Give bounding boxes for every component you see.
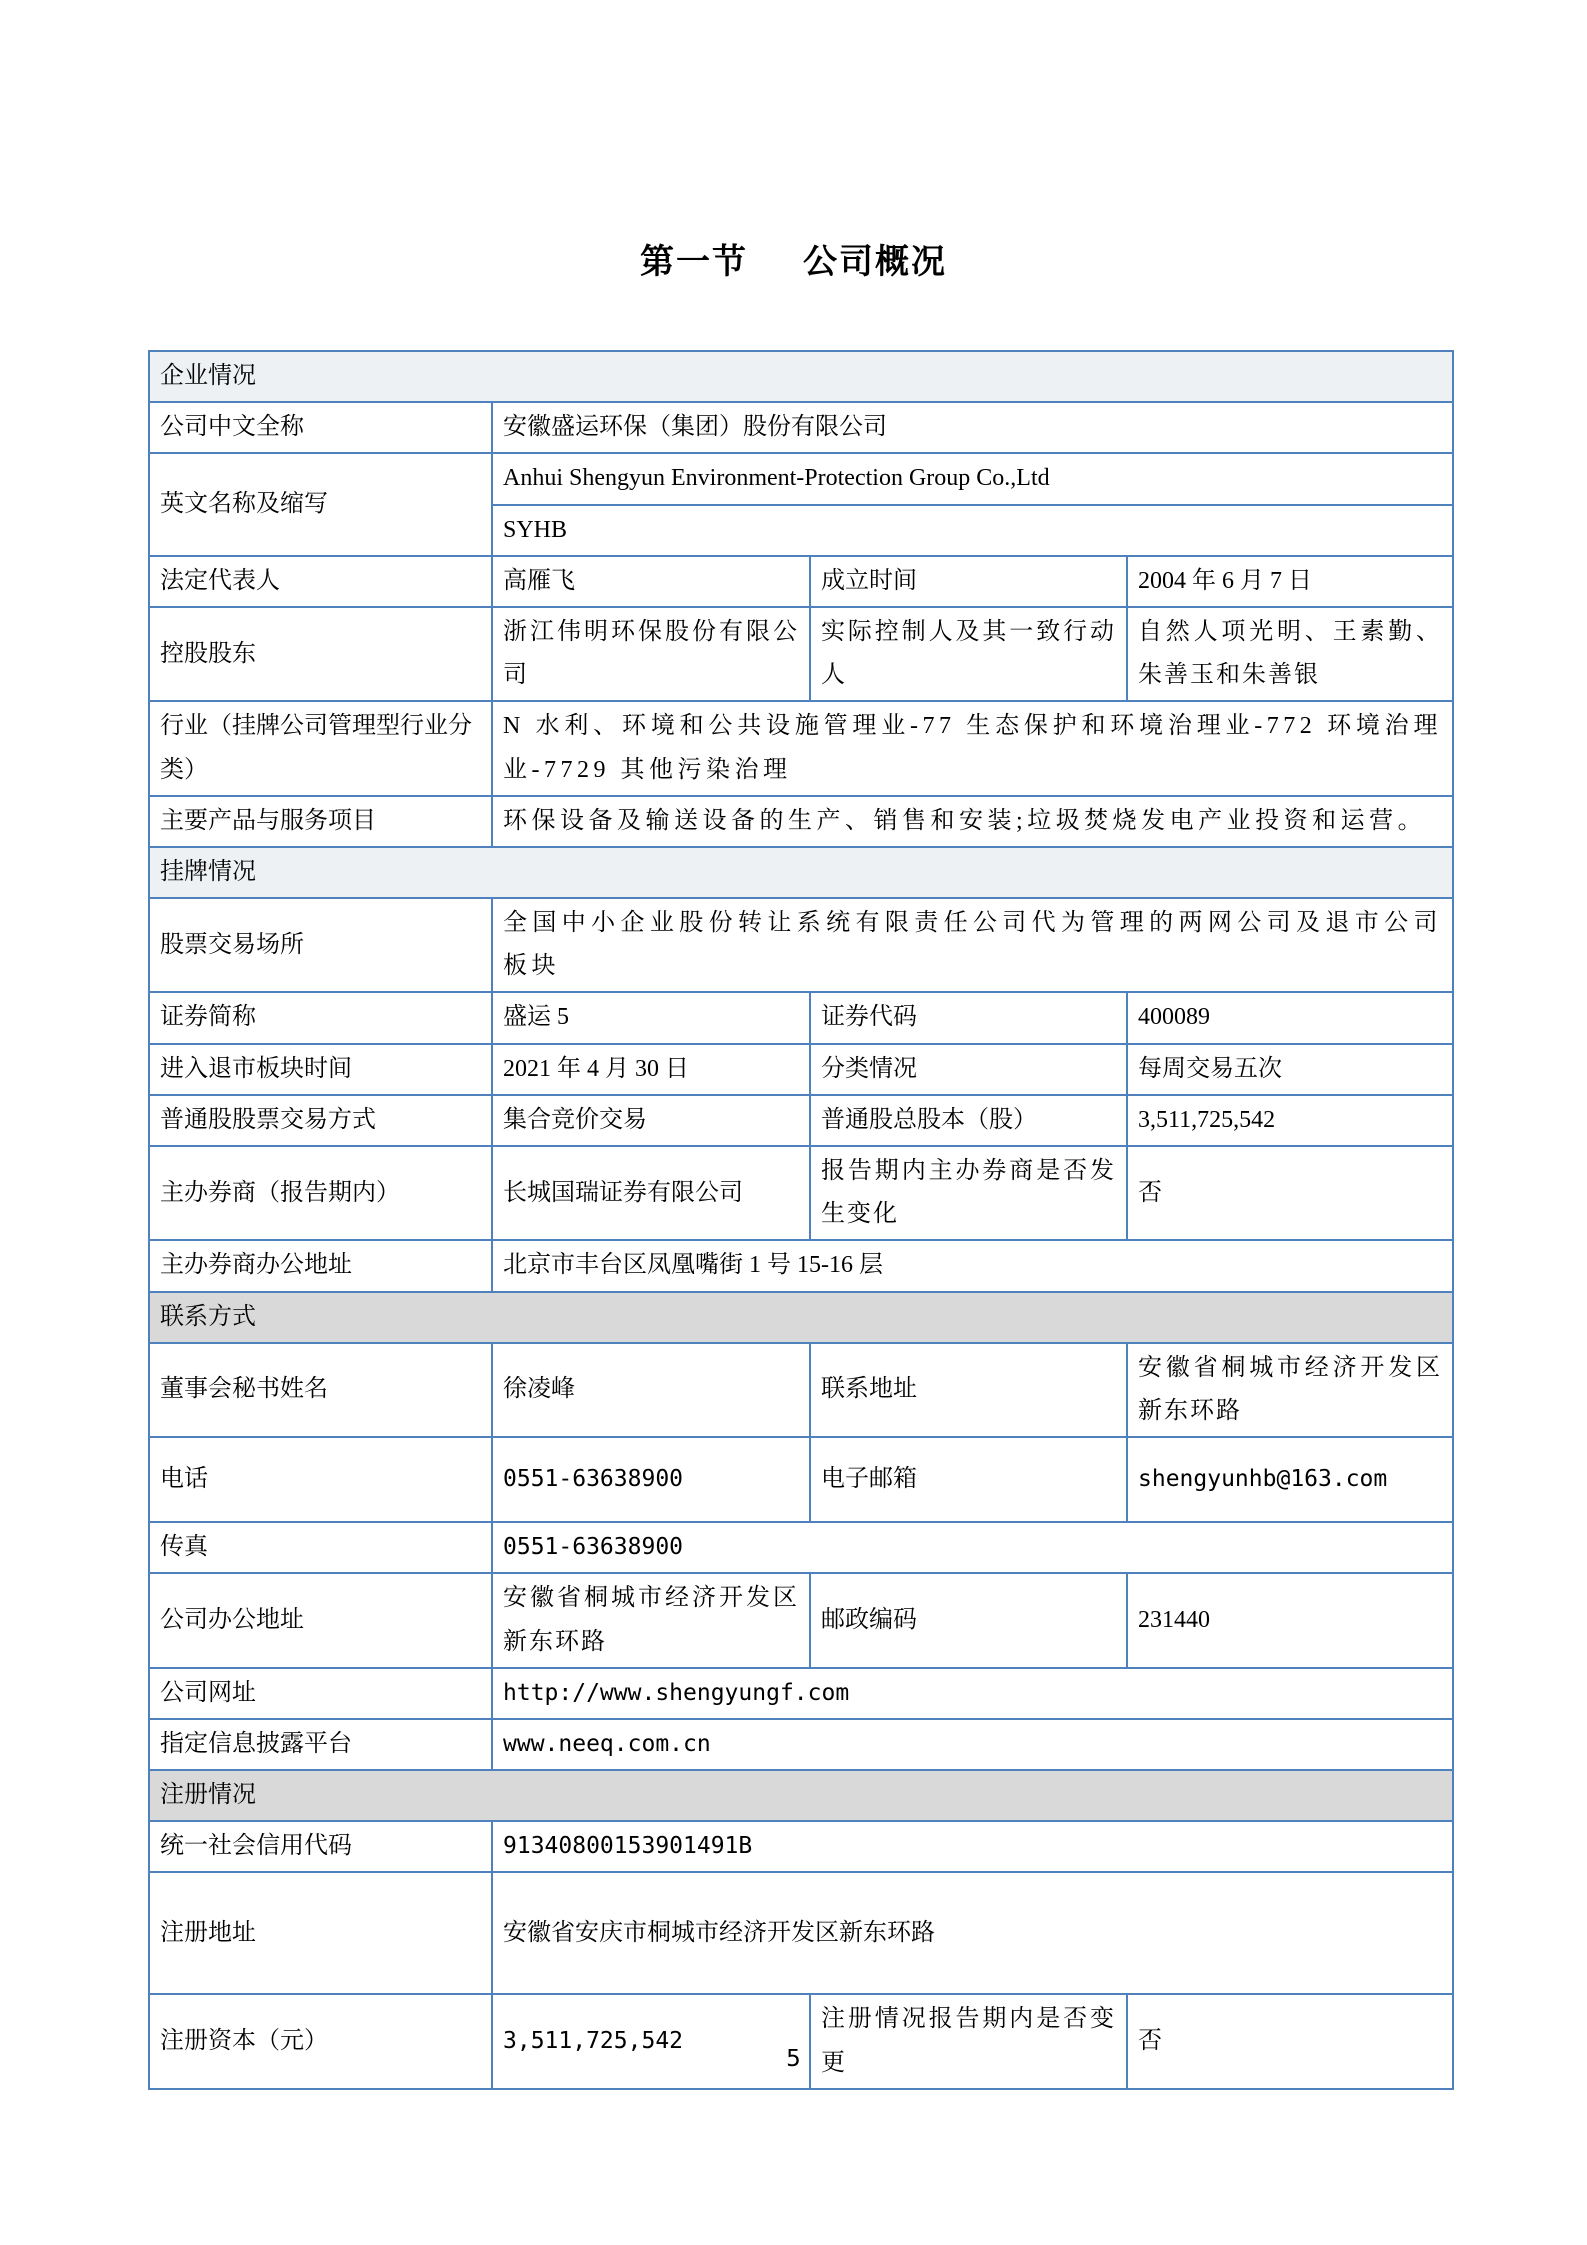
value-email: shengyunhb@163.com	[1127, 1437, 1453, 1522]
value-postal-code: 231440	[1127, 1573, 1453, 1667]
value-office-address: 安徽省桐城市经济开发区新东环路	[492, 1573, 810, 1667]
row-credit-code	[149, 1821, 1453, 1872]
label-fax: 传真	[149, 1522, 492, 1573]
section-header-enterprise: 企业情况	[149, 351, 1453, 402]
row-contact-section-header	[149, 1292, 1453, 1343]
row-enterprise-section-header	[149, 351, 1453, 402]
value-broker-address: 北京市丰台区凤凰嘴街 1 号 15-16 层	[492, 1240, 1453, 1291]
label-actual-controller: 实际控制人及其一致行动人	[810, 607, 1127, 701]
value-sponsor-broker: 长城国瑞证券有限公司	[492, 1146, 810, 1240]
row-controlling-shareholder	[149, 607, 1453, 701]
row-en-name-line1	[149, 453, 1453, 504]
value-phone: 0551-63638900	[492, 1437, 810, 1522]
value-disclosure-platform: www.neeq.com.cn	[492, 1719, 1453, 1770]
section-header-registration: 注册情况	[149, 1770, 1453, 1821]
value-website: http://www.shengyungf.com	[492, 1668, 1453, 1719]
value-trading-method: 集合竞价交易	[492, 1095, 810, 1146]
value-registration-changed: 否	[1127, 1994, 1453, 2088]
row-website	[149, 1668, 1453, 1719]
page-title	[0, 234, 1587, 283]
value-actual-controller: 自然人项光明、王素勤、朱善玉和朱善银	[1127, 607, 1453, 701]
label-postal-code: 邮政编码	[810, 1573, 1127, 1667]
label-stock-short-name: 证券简称	[149, 992, 492, 1043]
row-phone-email	[149, 1437, 1453, 1522]
label-credit-code: 统一社会信用代码	[149, 1821, 492, 1872]
section-header-listing: 挂牌情况	[149, 847, 1453, 898]
label-sponsor-broker: 主办券商（报告期内）	[149, 1146, 492, 1240]
row-board-secretary	[149, 1343, 1453, 1437]
value-registered-address: 安徽省安庆市桐城市经济开发区新东环路	[492, 1872, 1453, 1994]
row-registered-address	[149, 1872, 1453, 1994]
row-industry	[149, 701, 1453, 795]
label-classification: 分类情况	[810, 1044, 1127, 1095]
value-delisting-board-date: 2021 年 4 月 30 日	[492, 1044, 810, 1095]
section-header-contact: 联系方式	[149, 1292, 1453, 1343]
value-contact-address: 安徽省桐城市经济开发区新东环路	[1127, 1343, 1453, 1437]
label-establish-date: 成立时间	[810, 556, 1127, 607]
label-office-address: 公司办公地址	[149, 1573, 492, 1667]
label-trading-method: 普通股股票交易方式	[149, 1095, 492, 1146]
label-phone: 电话	[149, 1437, 492, 1522]
value-broker-changed: 否	[1127, 1146, 1453, 1240]
label-industry: 行业（挂牌公司管理型行业分类）	[149, 701, 492, 795]
label-stock-code: 证券代码	[810, 992, 1127, 1043]
row-company-cn-name	[149, 402, 1453, 453]
label-delisting-board-date: 进入退市板块时间	[149, 1044, 492, 1095]
label-disclosure-platform: 指定信息披露平台	[149, 1719, 492, 1770]
page-number: 5	[786, 2046, 801, 2072]
row-stock-name-code	[149, 992, 1453, 1043]
value-industry: N 水利、环境和公共设施管理业-77 生态保护和环境治理业-772 环境治理业-7729 其他污染治理	[492, 701, 1453, 795]
value-total-shares: 3,511,725,542	[1127, 1095, 1453, 1146]
row-registered-capital	[149, 1994, 1453, 2088]
row-listing-section-header	[149, 847, 1453, 898]
label-email: 电子邮箱	[810, 1437, 1127, 1522]
row-sponsor-broker	[149, 1146, 1453, 1240]
label-registration-changed: 注册情况报告期内是否变更	[810, 1994, 1127, 2088]
value-fax: 0551-63638900	[492, 1522, 1453, 1573]
label-company-cn-name: 公司中文全称	[149, 402, 492, 453]
value-classification: 每周交易五次	[1127, 1044, 1453, 1095]
row-main-products	[149, 796, 1453, 847]
row-delisting-date	[149, 1044, 1453, 1095]
page-title-section-number: 第一节	[640, 243, 748, 281]
row-legal-rep	[149, 556, 1453, 607]
label-board-secretary: 董事会秘书姓名	[149, 1343, 492, 1437]
value-registered-capital: 3,511,725,542	[492, 1994, 810, 2088]
row-trading-method	[149, 1095, 1453, 1146]
value-trading-venue: 全国中小企业股份转让系统有限责任公司代为管理的两网公司及退市公司板块	[492, 898, 1453, 992]
value-company-cn-name: 安徽盛运环保（集团）股份有限公司	[492, 402, 1453, 453]
value-main-products: 环保设备及输送设备的生产、销售和安装;垃圾焚烧发电产业投资和运营。	[492, 796, 1453, 847]
row-fax	[149, 1522, 1453, 1573]
row-registration-section-header	[149, 1770, 1453, 1821]
row-trading-venue	[149, 898, 1453, 992]
value-en-name-abbr: SYHB	[492, 505, 1453, 556]
value-en-name-full: Anhui Shengyun Environment-Protection Group Co.,Ltd	[492, 453, 1453, 504]
value-controlling-shareholder: 浙江伟明环保股份有限公司	[492, 607, 810, 701]
value-legal-rep: 高雁飞	[492, 556, 810, 607]
label-broker-changed: 报告期内主办券商是否发生变化	[810, 1146, 1127, 1240]
label-total-shares: 普通股总股本（股）	[810, 1095, 1127, 1146]
row-office-address	[149, 1573, 1453, 1667]
value-establish-date: 2004 年 6 月 7 日	[1127, 556, 1453, 607]
label-en-name: 英文名称及缩写	[149, 453, 492, 555]
label-controlling-shareholder: 控股股东	[149, 607, 492, 701]
label-registered-address: 注册地址	[149, 1872, 492, 1994]
label-legal-rep: 法定代表人	[149, 556, 492, 607]
label-trading-venue: 股票交易场所	[149, 898, 492, 992]
row-disclosure-platform	[149, 1719, 1453, 1770]
page-title-text: 公司概况	[803, 243, 947, 281]
label-contact-address: 联系地址	[810, 1343, 1127, 1437]
value-board-secretary: 徐凌峰	[492, 1343, 810, 1437]
company-profile-table	[148, 350, 1454, 2090]
value-credit-code: 91340800153901491B	[492, 1821, 1453, 1872]
label-main-products: 主要产品与服务项目	[149, 796, 492, 847]
value-stock-code: 400089	[1127, 992, 1453, 1043]
row-broker-address	[149, 1240, 1453, 1291]
label-registered-capital: 注册资本（元）	[149, 1994, 492, 2088]
value-stock-short-name: 盛运 5	[492, 992, 810, 1043]
label-broker-address: 主办券商办公地址	[149, 1240, 492, 1291]
label-website: 公司网址	[149, 1668, 492, 1719]
